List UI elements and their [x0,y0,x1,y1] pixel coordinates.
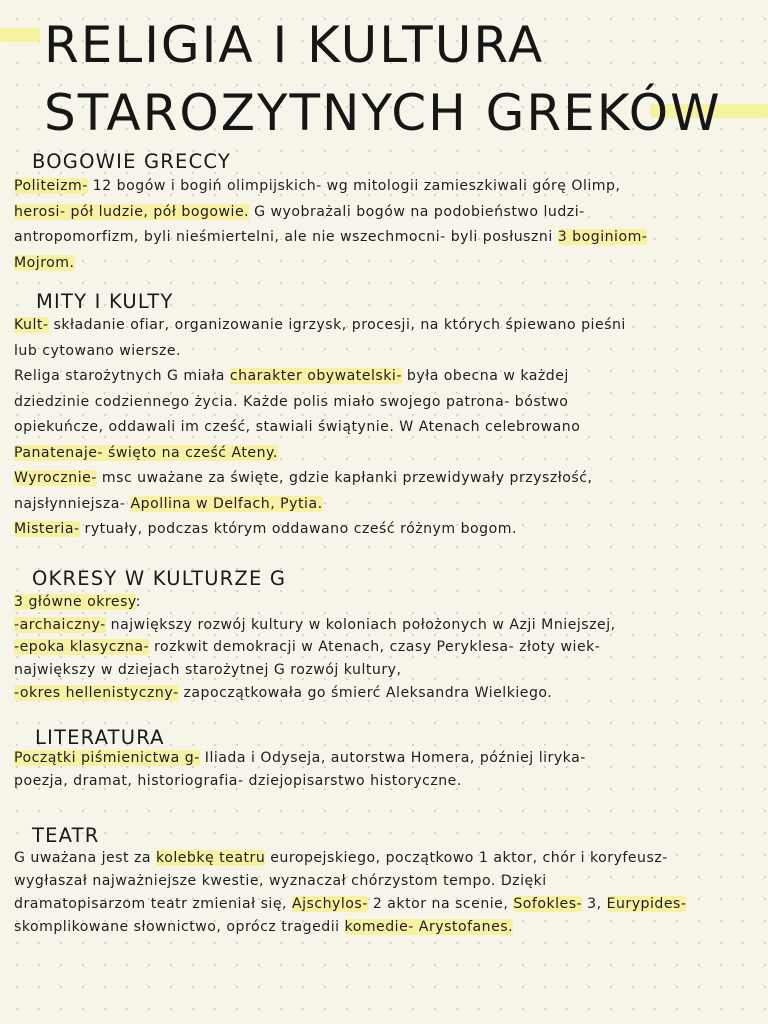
section-body-bogowie [14,174,754,277]
okresy-line [14,659,754,682]
highlighted-term: 3 główne okresy [14,594,136,610]
highlighted-term: herosi- pół ludzie, pół bogowie. [14,203,250,220]
text-segment: była obecna w każdej [401,368,569,384]
highlighted-term: 3 boginiom- [557,229,648,246]
highlighted-term: -epoka klasyczna- [14,639,150,656]
section-heading-mity: MITY I KULTY [36,290,174,313]
text-segment: : [135,594,141,610]
highlighted-term: Początki piśmienictwa g- [14,750,200,766]
text-segment: największy w dziejach starożytnej G rozwój kultury, [14,662,402,679]
section-body-literatura [14,747,754,793]
highlighted-term: Kult- [14,317,49,333]
text-segment: G uważana jest za [14,850,157,866]
page-title-line-1: RELIGIA I KULTURA [44,16,545,74]
mity-line [14,441,754,467]
okresy-line [14,636,754,659]
okresy-line [14,614,754,637]
highlighted-term: komedie- Arystofanes. [344,919,514,935]
bogowie-line [14,174,754,200]
text-segment: Iliada i Odyseja, autorstwa Homera, później liryka- [199,750,586,766]
mity-line [14,517,754,543]
teatr-line [14,870,754,893]
mity-line [14,364,754,390]
highlighted-term: kolebkę teatru [156,850,266,866]
mity-line [14,466,754,492]
text-segment: rytuały, podczas którym oddawano cześć różnym bogom. [79,521,517,537]
text-segment: największy rozwój kultury w koloniach położonych w Azji Mniejszej, [105,616,616,633]
text-segment: 2 aktor na scenie, [367,896,514,912]
page-title-line-2: STAROZYTNYCH GREKÓW [44,84,722,142]
highlighted-term: Sofokles- [513,896,583,912]
section-heading-okresy: OKRESY W KULTURZE G [32,567,287,590]
text-segment: opiekuńcze, oddawali im cześć, stawiali świątynie. W Atenach celebrowano [14,419,581,435]
literatura-line [14,747,754,770]
text-segment: zapoczątkowała go śmierć Aleksandra Wielkiego. [178,684,553,701]
text-segment: G wyobrażali bogów na podobieństwo ludzi- [249,203,585,220]
text-segment: najsłynniejsza- [14,495,131,512]
text-segment: składanie ofiar, organizowanie igrzysk, procesji, na których śpiewano pieśni [48,317,626,333]
highlighted-term: charakter obywatelski- [229,368,402,384]
text-segment: skomplikowane słownictwo, oprócz tragedii [14,919,345,935]
literatura-line [14,770,754,793]
text-segment: msc uważane za święte, gdzie kapłanki przewidywały przyszłość, [96,470,593,486]
text-segment: rozkwit demokracji w Atenach, czasy Peryklesa- złoty wiek- [149,639,601,656]
text-segment: dziedzinie codziennego życia. Każde polis miało swojego patrona- bóstwo [14,393,569,410]
bogowie-line [14,200,754,226]
bogowie-line [14,225,754,251]
section-heading-literatura: LITERATURA [35,726,165,749]
text-segment: antropomorfizm, byli nieśmiertelni, ale nie wszechmocni- byli posłuszni [14,229,558,246]
mity-line [14,339,754,365]
okresy-line [14,682,754,705]
text-segment: dramatopisarzom teatr zmieniał się, [14,896,292,912]
highlighted-term: Eurypides- [606,896,687,912]
teatr-line [14,893,754,916]
okresy-line [14,591,754,614]
mity-line [14,492,754,518]
section-heading-teatr: TEATR [32,824,100,847]
teatr-line [14,847,754,870]
bogowie-line [14,251,754,277]
highlighted-term: -archaiczny- [14,616,106,633]
highlighted-term: Apollina w Delfach, Pytia. [130,495,323,512]
text-segment: lub cytowano wiersze. [14,342,182,359]
text-segment: Religa starożytnych G miała [14,368,230,384]
highlighted-term: Ajschylos- [291,896,368,912]
highlighted-term: Mojrom. [14,255,75,272]
highlighted-term: Politeizm- [14,178,88,194]
section-body-okresy [14,591,754,705]
highlighted-term: Panatenaje- święto na cześć Ateny. [14,444,278,461]
text-segment: europejskiego, początkowo 1 aktor, chór i koryfeusz- [265,850,668,866]
text-segment: poezja, dramat, historiografia- dziejopisarstwo historyczne. [14,773,462,789]
mity-line [14,390,754,416]
highlighted-term: Misteria- [14,521,80,537]
text-segment: 12 bogów i bogiń olimpijskich- wg mitologii zamieszkiwali górę Olimp, [87,178,621,194]
text-segment: 3, [582,896,607,912]
section-body-mity [14,313,754,543]
mity-line [14,313,754,339]
title-highlight-stroke-1 [0,28,40,42]
section-heading-bogowie: BOGOWIE GRECCY [32,150,231,173]
highlighted-term: Wyrocznie- [14,470,97,486]
mity-line [14,415,754,441]
section-body-teatr [14,847,754,939]
text-segment: wygłaszał najważniejsze kwestie, wyznaczał chórzystom tempo. Dzięki [14,873,547,889]
teatr-line [14,916,754,939]
highlighted-term: -okres hellenistyczny- [14,684,179,701]
